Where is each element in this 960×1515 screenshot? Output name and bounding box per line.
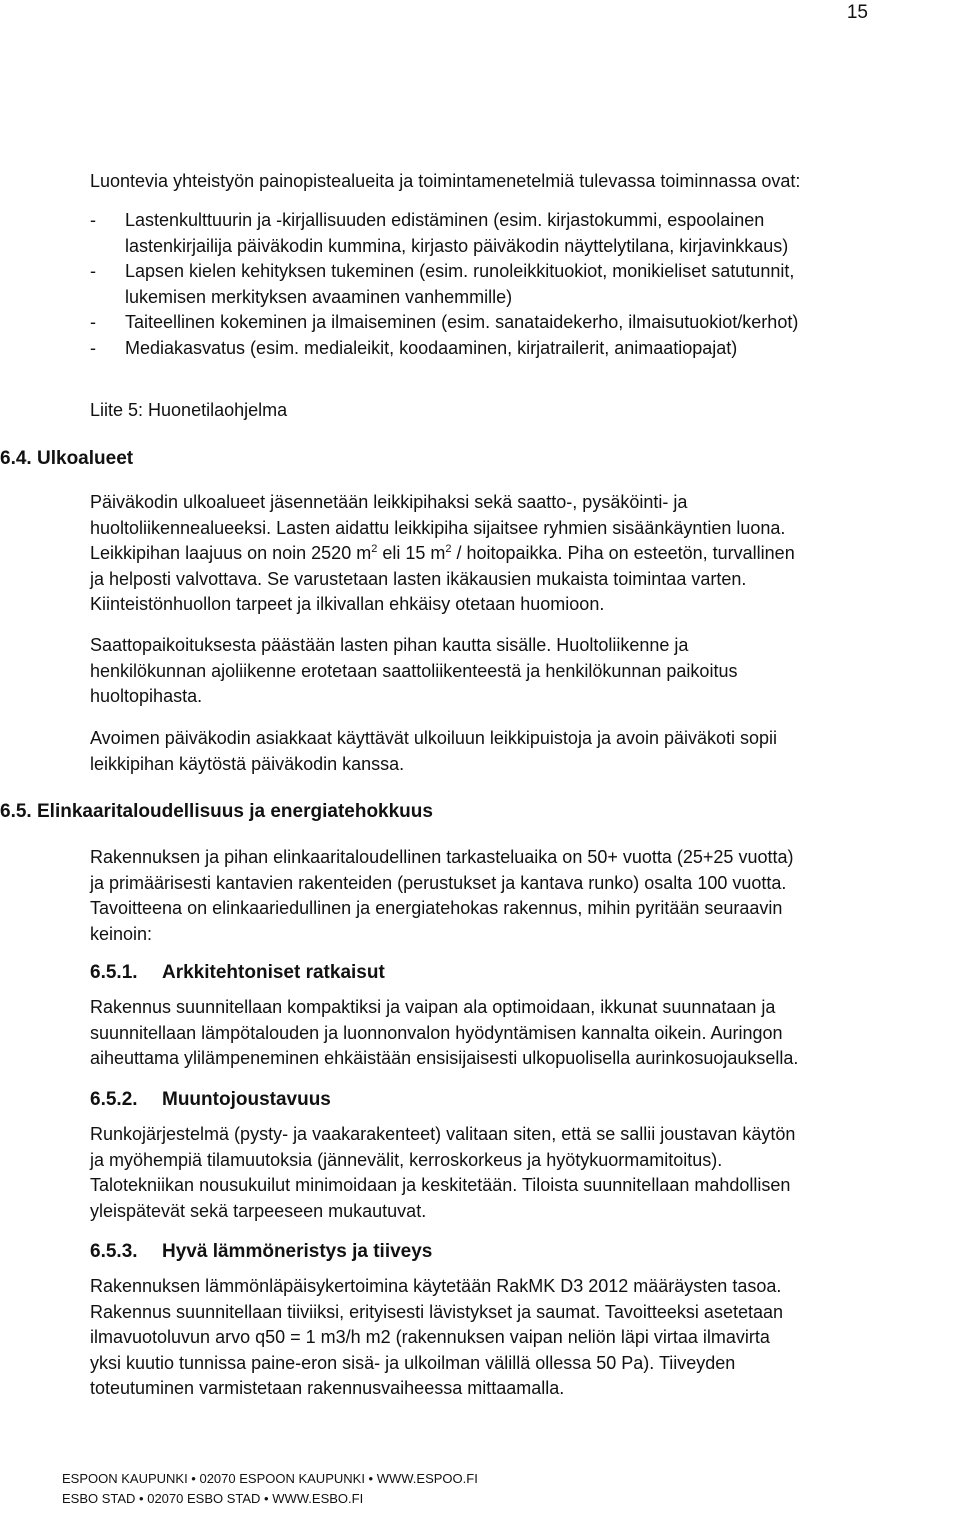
list-item-line: Lastenkulttuurin ja -kirjallisuuden edistäminen (esim. kirjastokummi, espoolainen (125, 210, 765, 230)
list-item-line: lukemisen merkityksen avaaminen vanhemmille) (125, 286, 513, 307)
paragraph-line: ja myöhempiä tilamuutoksia (jännevälit, kerroskorkeus ja hyötykuormamitoitus). (90, 1149, 723, 1170)
paragraph-line: Saattopaikoituksesta päästään lasten pihan kautta sisälle. Huoltoliikenne ja (90, 635, 689, 655)
subsection-title: Arkkitehtoniset ratkaisut (162, 962, 385, 983)
section-heading-6-5 (0, 801, 433, 823)
text-run: / hoitopaikka. Piha on esteetön, turvallinen (451, 543, 795, 563)
paragraph-line: aiheuttama ylilämpeneminen ehkäistään ensisijaisesti ulkopuolisella aurinkosuojauksella. (90, 1048, 799, 1068)
subsection-heading-6-5-3 (90, 1241, 432, 1263)
paragraph-line: Rakennus suunnitellaan kompaktiksi ja vaipan ala optimoidaan, ikkunat suunnataan ja (90, 997, 776, 1017)
appendix-reference: Liite 5: Huonetilaohjelma (90, 400, 288, 420)
list-dash: - (90, 210, 96, 230)
footer-line-fi: ESPOON KAUPUNKI • 02070 ESPOON KAUPUNKI • WWW.ESPOO.FI (62, 1471, 478, 1486)
subsection-heading-6-5-2 (90, 1089, 331, 1111)
subsection-title: Hyvä lämmöneristys ja tiiveys (162, 1241, 433, 1262)
paragraph-line: huoltopihasta. (90, 686, 203, 706)
list-item (90, 259, 798, 310)
footer (62, 1469, 478, 1509)
page-number: 15 (846, 2, 868, 23)
list-item-line: Lapsen kielen kehityksen tukeminen (esim. runoleikkituokiot, monikieliset satutunnit, (125, 261, 795, 281)
superscript: 2 (371, 543, 378, 555)
list-dash: - (90, 312, 96, 332)
cooperation-list (90, 208, 798, 361)
paragraph-line: keinoin: (90, 923, 153, 944)
insulation-paragraph (90, 1274, 960, 1402)
outdoor-paragraph-2 (90, 633, 960, 710)
paragraph-line: ja primäärisesti kantavien rakenteiden (perustukset ja kantava runko) osalta 100 vuotta. (90, 872, 787, 893)
lifecycle-paragraph (90, 845, 960, 947)
section-title: Ulkoalueet (37, 448, 134, 469)
footer-line-sv: ESBO STAD • 02070 ESBO STAD • WWW.ESBO.FI (62, 1491, 364, 1506)
subsection-title: Muuntojoustavuus (162, 1089, 331, 1110)
paragraph-line: Rakennus suunnitellaan tiiviiksi, erityisesti lävistykset ja saumat. Tavoitteeksi asetetaan (90, 1301, 783, 1322)
list-item-line: Taiteellinen kokeminen ja ilmaiseminen (esim. sanataidekerho, ilmaisutuokiot/kerhot) (125, 312, 799, 332)
section-title: Elinkaaritaloudellisuus ja energiatehokkuus (37, 801, 433, 822)
list-dash: - (90, 261, 96, 281)
paragraph-line: Kiinteistönhuollon tarpeet ja ilkivallan ehkäisy otetaan huomioon. (90, 594, 605, 614)
paragraph-line: ilmavuotoluvun arvo q50 = 1 m3/h m2 (rakennuksen vaipan neliön läpi virtaa ilmavirta (90, 1327, 770, 1347)
text-run: Leikkipihan laajuus on noin 2520 m (90, 543, 372, 563)
subsection-heading-6-5-1 (90, 962, 385, 984)
paragraph-line: leikkipihan käytöstä päiväkodin kanssa. (90, 753, 405, 774)
section-heading-6-4 (0, 448, 133, 470)
architecture-paragraph (90, 995, 960, 1072)
subsection-number: 6.5.1. (90, 962, 138, 983)
section-number: 6.4. (0, 448, 32, 469)
paragraph-line: Avoimen päiväkodin asiakkaat käyttävät ulkoiluun leikkipuistoja ja avoin päiväkoti sopii (90, 728, 778, 748)
list-item-line: lastenkirjailija päiväkodin kummina, kirjasto päiväkodin näyttelytilana, kirjavinkkaus) (125, 235, 789, 256)
paragraph-line: yleispätevät sekä tarpeeseen mukautuvat. (90, 1200, 427, 1221)
list-dash: - (90, 337, 96, 358)
paragraph-line: Rakennuksen lämmönläpäisykertoimina käytetään RakMK D3 2012 määräysten tasoa. (90, 1276, 782, 1296)
paragraph-line: suunnitellaan lämpötalouden ja luonnonvalon hyödyntämisen kannalta oikein. Auringon (90, 1022, 783, 1043)
text-run: eli 15 m (377, 543, 446, 563)
flexibility-paragraph (90, 1122, 960, 1224)
paragraph-line: yksi kuutio tunnissa paine-eron sisä- ja ulkoilman välillä ollessa 50 Pa). Tiiveyden (90, 1352, 736, 1373)
paragraph-line: ja helposti valvottava. Se varustetaan lasten ikäkausien mukaista toimintaa varten. (90, 568, 747, 589)
paragraph-line: toteutuminen varmistetaan rakennusvaiheessa mittaamalla. (90, 1378, 565, 1398)
list-item (90, 208, 798, 259)
paragraph-line: henkilökunnan ajoliikenne erotetaan saattoliikenteestä ja henkilökunnan paikoitus (90, 660, 738, 681)
paragraph-line: Päiväkodin ulkoalueet jäsennetään leikkipihaksi sekä saatto-, pysäköinti- ja (90, 492, 688, 512)
paragraph-line (90, 541, 960, 567)
intro-paragraph: Luontevia yhteistyön painopistealueita ja toimintamenetelmiä tulevassa toiminnassa ovat: (90, 171, 801, 191)
list-item-line: Mediakasvatus (esim. medialeikit, koodaaminen, kirjatrailerit, animaatiopajat) (125, 337, 738, 358)
subsection-number: 6.5.3. (90, 1241, 138, 1262)
outdoor-paragraph-1 (90, 490, 960, 618)
superscript: 2 (445, 543, 452, 555)
section-number: 6.5. (0, 801, 32, 822)
paragraph-line: Runkojärjestelmä (pysty- ja vaakarakenteet) valitaan siten, että se sallii joustavan käytön (90, 1124, 796, 1144)
paragraph-line: Talotekniikan nousukuilut minimoidaan ja keskitetään. Tiloista suunnitellaan mahdollisen (90, 1175, 791, 1195)
paragraph-line: Rakennuksen ja pihan elinkaaritaloudellinen tarkasteluaika on 50+ vuotta (25+25 vuotta) (90, 847, 794, 867)
outdoor-paragraph-3 (90, 726, 960, 777)
list-item (90, 336, 798, 362)
subsection-number: 6.5.2. (90, 1089, 138, 1110)
paragraph-line: Tavoitteena on elinkaariedullinen ja energiatehokas rakennus, mihin pyritään seuraavin (90, 898, 783, 918)
paragraph-line: huoltoliikennealueeksi. Lasten aidattu leikkipiha sijaitsee ryhmien sisäänkäyntien luona. (90, 517, 786, 538)
list-item (90, 310, 798, 336)
